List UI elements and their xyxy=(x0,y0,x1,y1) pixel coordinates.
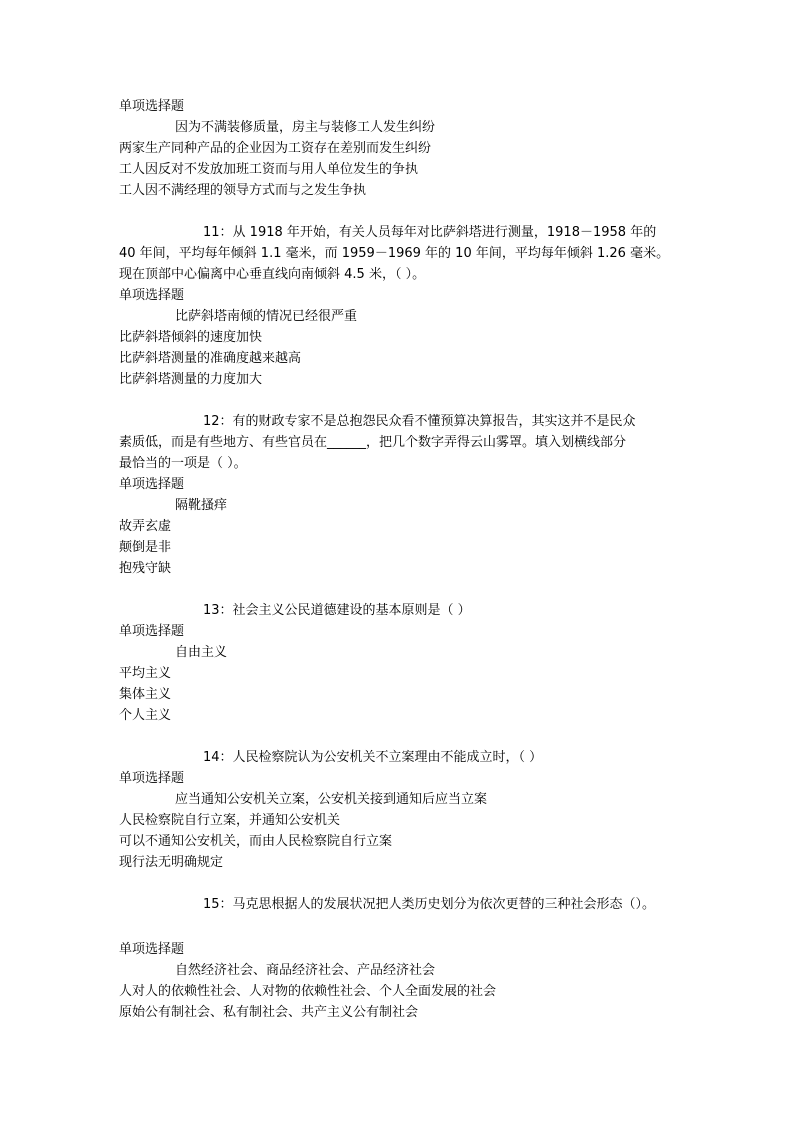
question-type-label: 单项选择题 xyxy=(119,942,185,957)
question-13-block xyxy=(119,600,679,726)
option-d: 个人主义 xyxy=(119,708,172,723)
question-15-block xyxy=(119,894,679,1023)
option-b: 人对人的依赖性社会、人对物的依赖性社会、个人全面发展的社会 xyxy=(119,984,497,999)
option-b: 两家生产同种产品的企业因为工资存在差别而发生纠纷 xyxy=(119,141,432,156)
option-b: 比萨斜塔倾斜的速度加快 xyxy=(119,330,263,345)
option-c: 原始公有制社会、私有制社会、共产主义公有制社会 xyxy=(119,1005,419,1020)
option-c: 可以不通知公安机关，而由人民检察院自行立案 xyxy=(119,834,393,849)
option-a: 比萨斜塔南倾的情况已经很严重 xyxy=(175,309,358,324)
question-11-text-line-1: 11：从 1918 年开始，有关人员每年对比萨斜塔进行测量，1918－1958 年的 xyxy=(203,225,657,240)
option-a: 自然经济社会、商品经济社会、产品经济社会 xyxy=(175,963,436,978)
document-page xyxy=(119,96,679,1023)
question-type-label: 单项选择题 xyxy=(119,99,185,114)
question-11-text-line-2: 40 年间，平均每年倾斜 1.1 毫米，而 1959－1969 年的 10 年间，平均每年倾斜 1.26 毫米。 xyxy=(119,246,670,261)
option-d: 现行法无明确规定 xyxy=(119,855,224,870)
option-c: 颠倒是非 xyxy=(119,540,172,555)
option-d: 工人因不满经理的领导方式而与之发生争执 xyxy=(119,183,367,198)
option-b: 平均主义 xyxy=(119,666,172,681)
question-12-text-line-2: 素质低，而是有些地方、有些官员在______，把几个数字弄得云山雾罩。填入划横线部分 xyxy=(119,435,627,450)
question-type-label: 单项选择题 xyxy=(119,624,185,639)
option-b: 人民检察院自行立案，并通知公安机关 xyxy=(119,813,341,828)
option-d: 抱残守缺 xyxy=(119,561,172,576)
option-a: 隔靴搔痒 xyxy=(175,498,228,513)
question-15-text: 15：马克思根据人的发展状况把人类历史划分为依次更替的三种社会形态（）。 xyxy=(203,897,656,912)
question-type-label: 单项选择题 xyxy=(119,288,185,303)
question-14-text: 14：人民检察院认为公安机关不立案理由不能成立时，（ ） xyxy=(203,750,543,765)
question-12-block xyxy=(119,411,679,579)
question-13-text: 13：社会主义公民道德建设的基本原则是（ ） xyxy=(203,603,471,618)
question-12-text-line-3: 最恰当的一项是（ ）。 xyxy=(119,456,247,471)
question-type-label: 单项选择题 xyxy=(119,477,185,492)
option-c: 集体主义 xyxy=(119,687,172,702)
question-type-label: 单项选择题 xyxy=(119,771,185,786)
option-a: 因为不满装修质量，房主与装修工人发生纠纷 xyxy=(175,120,436,135)
question-11-block xyxy=(119,222,679,390)
option-c: 比萨斜塔测量的准确度越来越高 xyxy=(119,351,302,366)
option-a: 应当通知公安机关立案，公安机关接到通知后应当立案 xyxy=(175,792,488,807)
question-14-block xyxy=(119,747,679,873)
option-b: 故弄玄虚 xyxy=(119,519,172,534)
option-d: 比萨斜塔测量的力度加大 xyxy=(119,372,263,387)
option-a: 自由主义 xyxy=(175,645,228,660)
question-11-text-line-3: 现在顶部中心偏离中心垂直线向南倾斜 4.5 米，（ ）。 xyxy=(119,267,426,282)
question-10-block xyxy=(119,96,679,201)
option-c: 工人因反对不发放加班工资而与用人单位发生的争执 xyxy=(119,162,419,177)
question-12-text-line-1: 12：有的财政专家不是总抱怨民众看不懂预算决算报告，其实这并不是民众 xyxy=(203,414,636,429)
